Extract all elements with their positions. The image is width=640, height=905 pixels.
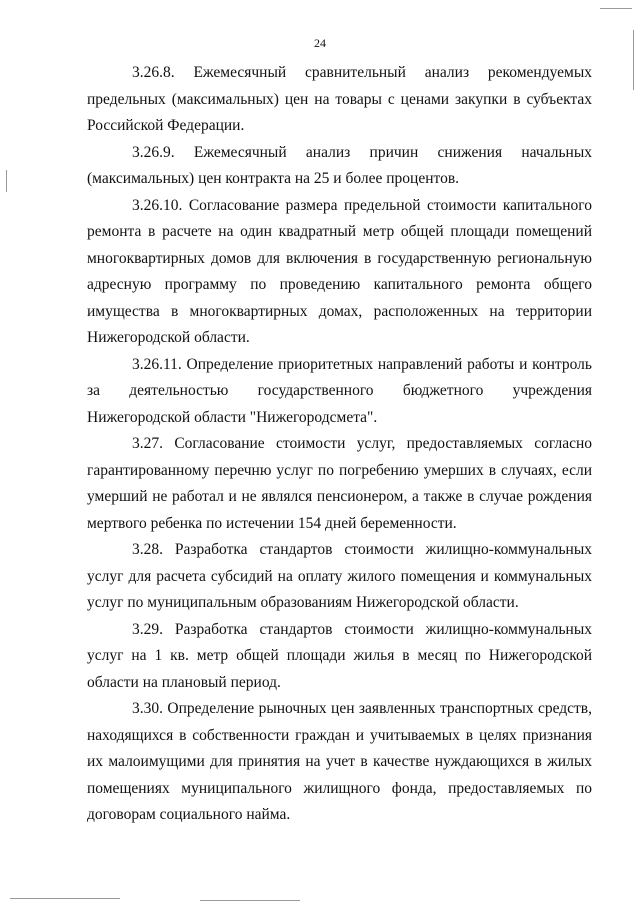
paragraph-3-26-11: 3.26.11. Определение приоритетных направлений работы и контроль за деятельностью государственного бюджетного учреждения Нижегородской области "Нижегородсмета". — [87, 355, 592, 426]
scan-edge-mark-bottom-right — [200, 900, 300, 901]
paragraph-3-26-8: 3.26.8. Ежемесячный сравнительный анализ рекомендуемых предельных (максимальных) цен на товары с ценами закупки в субъектах Российской Федерации. — [87, 64, 592, 134]
document-body — [87, 60, 592, 829]
paragraph-3-28: 3.28. Разработка стандартов стоимости жилищно-коммунальных услуг для расчета субсидий на оплату жилого помещения и коммунальных услуг по муниципальным образованиям Нижегородской области. — [87, 541, 592, 611]
paragraph-3-26-10: 3.26.10. Согласование размера предельной стоимости капитального ремонта в расчете на один квадратный метр общей площади помещений многоквартирных домов для включения в государственную региональную адресную программу по проведению капитального ремонта общего имущества в многоквартирных домах, расположенных на территории Нижегородской области. — [87, 196, 592, 346]
paragraph-3-27: 3.27. Согласование стоимости услуг, предоставляемых согласно гарантированному перечню услуг по погребению умерших в случаях, если умерший не работал и не являлся пенсионером, а также в случае рождения мертвого ребенка по истечении 154 дней беременности. — [87, 435, 592, 532]
paragraph-3-26-9: 3.26.9. Ежемесячный анализ причин снижения начальных (максимальных) цен контракта на 25 и более процентов. — [87, 143, 592, 187]
scan-edge-mark-left — [6, 170, 7, 192]
paragraph-3-30: 3.30. Определение рыночных цен заявленных транспортных средств, находящихся в собственности граждан и учитываемых в целях признания их малоимущими для принятия на учет в качестве нуждающихся в жилых помещениях муниципального жилищного фонда, предоставляемых по договорам социального найма. — [87, 700, 592, 823]
paragraph-3-29: 3.29. Разработка стандартов стоимости жилищно-коммунальных услуг на 1 кв. метр общей площади жилья в месяц по Нижегородской области на плановый период. — [87, 620, 592, 691]
page-number: 24 — [314, 36, 326, 50]
scan-edge-mark-top-right — [600, 8, 632, 9]
scan-edge-mark-bottom-left — [10, 898, 120, 899]
